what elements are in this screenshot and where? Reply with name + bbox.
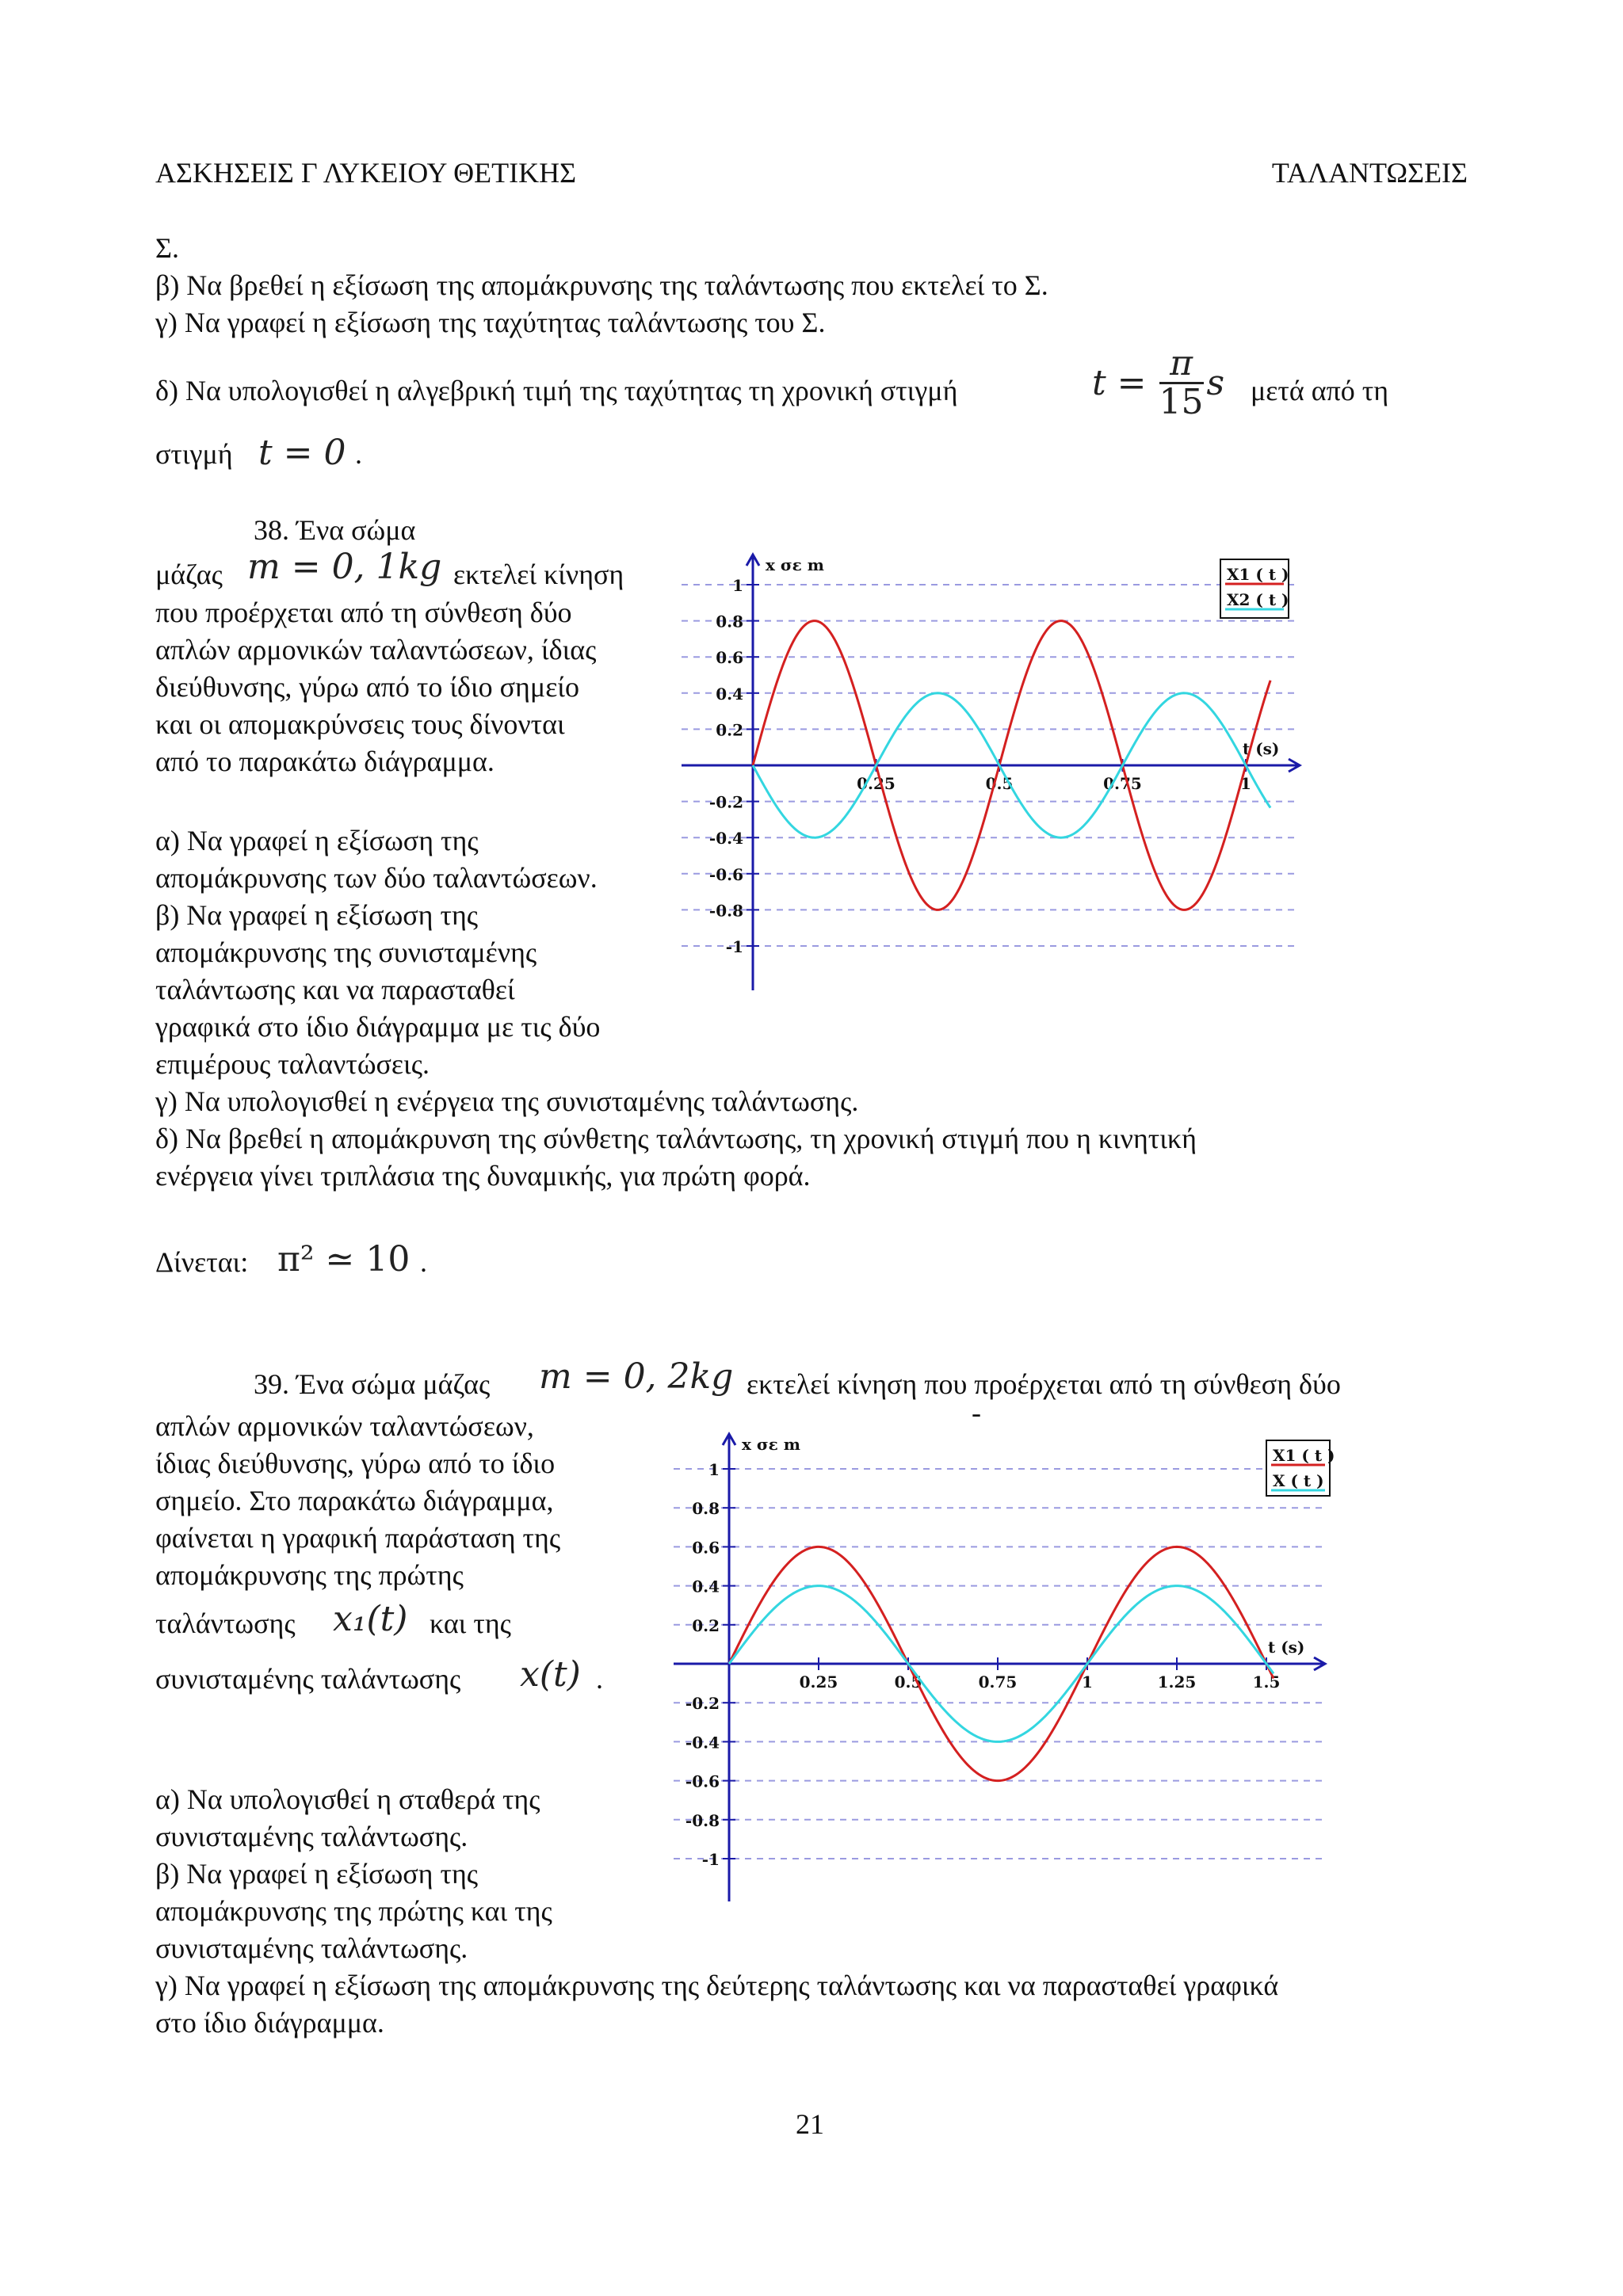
ex38-question-d-1: δ) Να βρεθεί η απομάκρυνση της σύνθετης ταλάντωσης, τη χρονική στιγμή που η κινητική [155, 1123, 1197, 1154]
time-formula-unit: s [1206, 362, 1225, 403]
x-tick-label: 1 [1240, 774, 1251, 793]
x-tick-label: 0.25 [857, 774, 896, 793]
y-tick-label: -0.6 [708, 864, 743, 884]
ex39-line-1-text: 39. Ένα σώμα μάζας [254, 1368, 491, 1400]
ex39-line-7-text: ταλάντωσης [155, 1608, 296, 1639]
ex39-line-6: απομάκρυνσης της πρώτης [155, 1559, 464, 1591]
ex38-question-b-4: γραφικά στο ίδιο διάγραμμα με τις δύο [155, 1011, 601, 1043]
y-tick-label: -0.4 [685, 1733, 720, 1753]
y-tick-label: 0.2 [692, 1615, 720, 1635]
ex38-line-6: και οι απομακρύνσεις τους δίνονται [155, 708, 565, 740]
ex38-question-b-1: β) Να γραφεί η εξίσωση της [155, 899, 479, 931]
time-formula-denominator: 15 [1159, 381, 1204, 422]
y-tick-label: -0.6 [685, 1772, 720, 1791]
y-tick-label: 0.2 [716, 720, 743, 740]
x-tick-label: 0.5 [985, 774, 1014, 793]
top-line-3: γ) Να γραφεί η εξίσωση της ταχύτητας ταλάντωσης του Σ. [155, 307, 826, 338]
legend-label-2: X2 ( t ) [1227, 590, 1289, 609]
top-line-5-text: στιγμή [155, 438, 233, 470]
y-tick-label: 0.8 [692, 1499, 720, 1519]
y-tick-label: -0.4 [708, 829, 743, 849]
x-tick-label: 1 [1082, 1672, 1093, 1691]
ex38-line-3: που προέρχεται από τη σύνθεση δύο [155, 597, 572, 628]
ex39-x-formula: x(t) [520, 1654, 581, 1695]
x-tick-label: 1.25 [1157, 1672, 1197, 1691]
ex39-line-4: σημείο. Στο παρακάτω διάγραμμα, [155, 1485, 554, 1516]
y-tick-label: -1 [701, 1850, 720, 1869]
ex39-question-b-2: απομάκρυνσης της πρώτης και της [155, 1895, 552, 1927]
y-tick-label: 0.4 [716, 684, 743, 704]
y-tick-label: -0.2 [685, 1694, 720, 1714]
top-line-2: β) Να βρεθεί η εξίσωση της απομάκρυνσης της ταλάντωσης που εκτελεί το Σ. [155, 269, 1048, 301]
ex39-question-b-3: συνισταμένης ταλάντωσης. [155, 1932, 468, 1964]
x-tick-label: 0.25 [799, 1672, 838, 1691]
x-axis-title: t (s) [1243, 739, 1280, 758]
y-tick-label: 0.4 [692, 1577, 720, 1596]
ex39-line-2: απλών αρμονικών ταλαντώσεων, [155, 1410, 534, 1442]
ex38-question-c: γ) Να υπολογισθεί η ενέργεια της συνισταμένης ταλάντωσης. [155, 1085, 859, 1117]
header-left: ΑΣΚΗΣΕΙΣ Γ ΛΥΚΕΙΟΥ ΘΕΤΙΚΗΣ [155, 157, 577, 189]
time-formula-numerator: π [1159, 345, 1204, 384]
ex39-line-7-end: και της [430, 1608, 511, 1639]
ex39-stray-mark: - [972, 1397, 981, 1428]
y-tick-label: -0.8 [685, 1810, 720, 1830]
y-tick-label: 0.6 [716, 648, 743, 668]
ex39-line-5: φαίνεται η γραφική παράσταση της [155, 1522, 561, 1554]
ex38-displacement-chart [674, 547, 1316, 998]
ex38-given-end: . [420, 1246, 427, 1278]
ex39-question-c-1: γ) Να γραφεί η εξίσωση της απομάκρυνσης της δεύτερης ταλάντωσης και να παρασταθεί γραφικά [155, 1970, 1279, 2001]
time-formula [1092, 339, 1224, 426]
ex38-question-b-3: ταλάντωσης και να παρασταθεί [155, 974, 515, 1005]
top-line-5-end: . [355, 438, 362, 470]
top-line-4-text: δ) Να υπολογισθεί η αλγεβρική τιμή της ταχύτητας τη χρονική στιγμή [155, 375, 958, 406]
ex39-line-3: ίδιας διεύθυνσης, γύρω από το ίδιο [155, 1447, 556, 1479]
y-tick-label: 0.6 [692, 1538, 720, 1558]
ex38-given-formula: π² ≃ 10 [277, 1239, 411, 1280]
ex38-given-label: Δίνεται: [155, 1246, 249, 1278]
y-axis-title: x σε m [766, 555, 824, 574]
x-tick-label: 0.5 [894, 1672, 922, 1691]
y-tick-label: 1 [732, 576, 743, 595]
ex38-line-2-text: μάζας [155, 559, 223, 590]
legend-label-2: X ( t ) [1273, 1471, 1324, 1490]
x-axis-title: t (s) [1268, 1638, 1305, 1657]
legend-label-1: X1 ( t ) [1227, 565, 1289, 584]
ex38-question-a-1: α) Να γραφεί η εξίσωση της [155, 825, 479, 856]
top-line-4-end: μετά από τη [1251, 375, 1389, 406]
ex38-mass-formula: m = 0, 1kg [247, 547, 442, 587]
y-tick-label: 1 [708, 1460, 720, 1479]
ex39-line-8-text: συνισταμένης ταλάντωσης [155, 1663, 461, 1695]
ex38-line-5: διεύθυνσης, γύρω από το ίδιο σημείο [155, 671, 579, 703]
y-tick-label: -0.8 [708, 901, 743, 921]
ex38-line-4: απλών αρμονικών ταλαντώσεων, ίδιας [155, 634, 597, 666]
x-tick-label: 1.5 [1252, 1672, 1281, 1691]
ex38-question-b-5: επιμέρους ταλαντώσεις. [155, 1048, 430, 1080]
ex38-question-b-2: απομάκρυνσης της συνισταμένης [155, 936, 537, 968]
ex38-line-1: 38. Ένα σώμα [254, 514, 416, 546]
ex39-question-a-1: α) Να υπολογισθεί η σταθερά της [155, 1783, 540, 1815]
ex38-question-a-2: απομάκρυνσης των δύο ταλαντώσεων. [155, 862, 598, 894]
legend-label-1: X1 ( t ) [1273, 1446, 1335, 1465]
ex39-line-8-end: . [596, 1663, 603, 1695]
top-line-1: Σ. [155, 232, 179, 264]
y-tick-label: -1 [725, 937, 743, 956]
ex39-question-a-2: συνισταμένης ταλάντωσης. [155, 1821, 468, 1852]
y-axis-title: x σε m [742, 1435, 800, 1454]
ex39-line-1-end: εκτελεί κίνηση που προέρχεται από τη σύνθεση δύο [747, 1368, 1341, 1400]
x-tick-label: 0.75 [978, 1672, 1018, 1691]
ex39-mass-formula: m = 0, 2kg [539, 1356, 734, 1397]
time-formula-lhs: t = [1092, 362, 1147, 403]
page-number: 21 [796, 2108, 824, 2140]
y-tick-label: -0.2 [708, 792, 743, 812]
ex39-question-c-2: στο ίδιο διάγραμμα. [155, 2007, 384, 2039]
t-zero-formula: t = 0 [258, 433, 346, 473]
ex39-x1-formula: x₁(t) [333, 1599, 408, 1639]
ex39-question-b-1: β) Να γραφεί η εξίσωση της [155, 1858, 479, 1890]
ex38-line-2-end: εκτελεί κίνηση [453, 559, 624, 590]
ex38-line-7: από το παρακάτω διάγραμμα. [155, 746, 495, 777]
ex39-displacement-chart [666, 1426, 1339, 1909]
ex38-question-d-2: ενέργεια γίνει τριπλάσια της δυναμικής, για πρώτη φορά. [155, 1160, 811, 1192]
y-tick-label: 0.8 [716, 612, 743, 631]
header-right: ΤΑΛΑΝΤΩΣΕΙΣ [1271, 157, 1468, 189]
x-tick-label: 0.75 [1103, 774, 1142, 793]
